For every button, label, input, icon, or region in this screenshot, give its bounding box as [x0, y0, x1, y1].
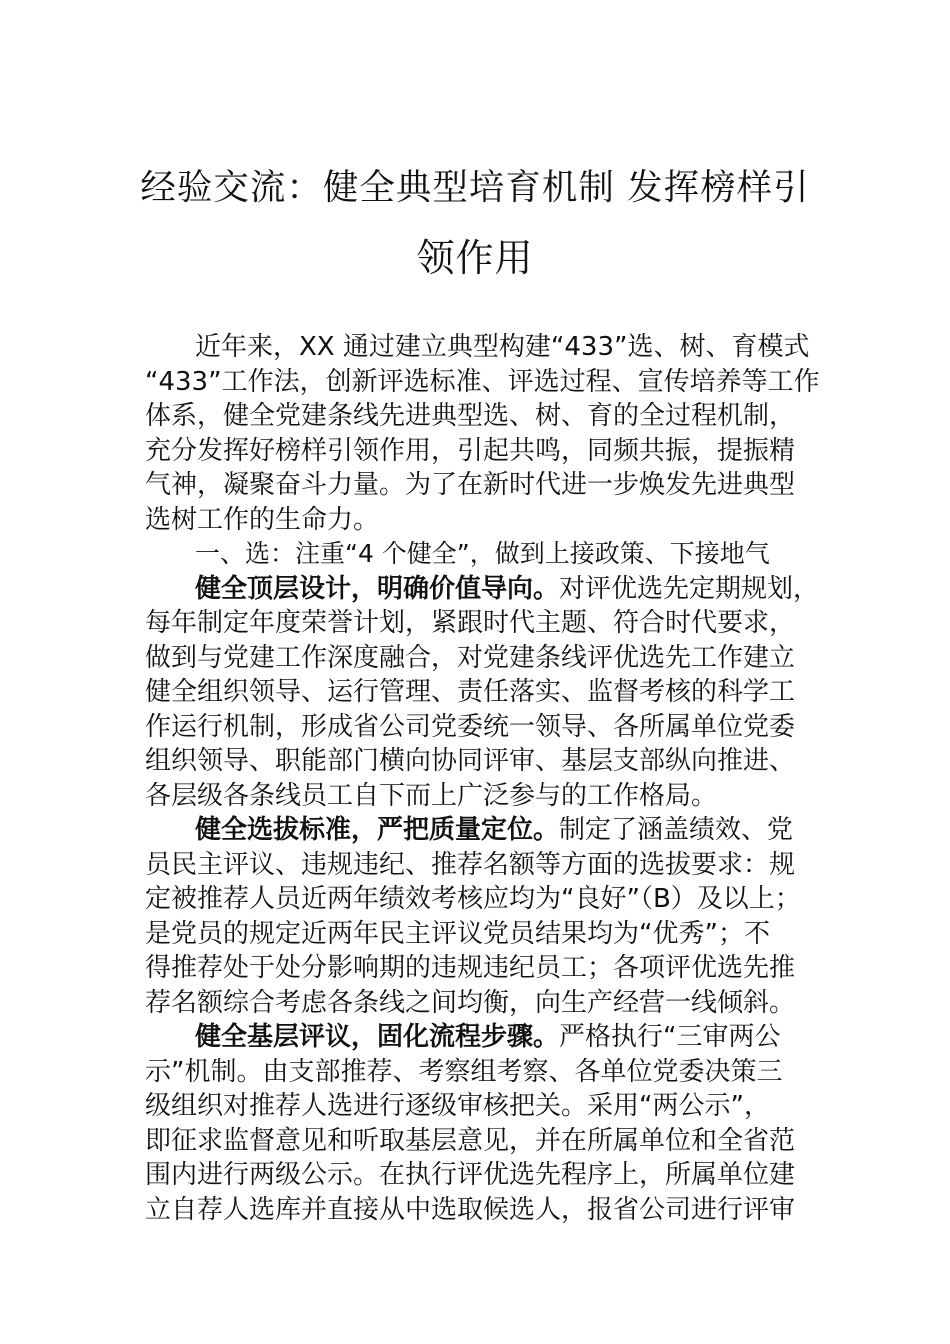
body-line: 作运行机制，形成省公司党委统一领导、各所属单位党委	[145, 711, 796, 742]
body-line: 健全基层评议，固化流程步骤。严格执行“三审两公	[195, 1022, 781, 1052]
body-line: 选树工作的生命力。	[145, 504, 380, 535]
body-line: 体系，健全党建条线先进典型选、树、育的全过程机制，	[145, 401, 796, 431]
body-line: 示”机制。由支部推荐、考察组考察、各单位党委决策三	[145, 1056, 783, 1087]
body-line: 气神，凝聚奋斗力量。为了在新时代进一步焕发先进典型	[145, 470, 796, 500]
body-line: 是党员的规定近两年民主评议党员结果均为“优秀”；不	[145, 918, 770, 949]
document-body	[145, 330, 835, 1227]
body-line: 即征求监督意见和听取基层意见，并在所属单位和全省范	[145, 1125, 796, 1156]
body-line: 员民主评议、违规违纪、推荐名额等方面的选拔要求：规	[145, 849, 796, 880]
body-line: “433”工作法，创新评选标准、评选过程、宣传培养等工作	[145, 366, 820, 397]
paragraph-lead: 健全基层评议，固化流程步骤。	[195, 1022, 560, 1052]
body-line: 近年来，XX 通过建立典型构建“433”选、树、育模式	[195, 332, 810, 362]
body-line: 健全组织领导、运行管理、责任落实、监督考核的科学工	[145, 677, 796, 707]
body-line: 做到与党建工作深度融合，对党建条线评优选先工作建立	[145, 642, 796, 673]
paragraph-lead: 健全顶层设计，明确价值导向。	[195, 573, 560, 604]
body-line: 级组织对推荐人选进行逐级审核把关。采用“两公示”，	[145, 1091, 770, 1121]
section-heading: 一、选：注重“4 个健全”，做到上接政策、下接地气	[195, 539, 770, 568]
document-title-line-1: 经验交流：健全典型培育机制 发挥榜样引	[140, 167, 810, 208]
document-title-line-2: 领作用	[416, 236, 534, 280]
body-line: 组织领导、职能部门横向协同评审、基层支部纵向推进、	[145, 746, 796, 776]
body-line: 每年制定年度荣誉计划，紧跟时代主题、符合时代要求，	[145, 608, 796, 638]
body-line: 围内进行两级公示。在执行评优选先程序上，所属单位建	[145, 1160, 796, 1190]
body-line: 各层级各条线员工自下而上广泛参与的工作格局。	[145, 780, 718, 811]
body-line: 定被推荐人员近两年绩效考核应均为“良好”（B）及以上；	[145, 884, 801, 914]
body-line: 得推荐处于处分影响期的违规违纪员工；各项评优选先推	[145, 953, 796, 983]
body-line: 荐名额综合考虑各条线之间均衡，向生产经营一线倾斜。	[145, 987, 796, 1018]
body-line: 立自荐人选库并直接从中选取候选人，报省公司进行评审	[145, 1194, 796, 1225]
body-line: 健全选拔标准，严把质量定位。制定了涵盖绩效、党	[195, 815, 794, 845]
paragraph-lead: 健全选拔标准，严把质量定位。	[195, 815, 560, 845]
body-line: 健全顶层设计，明确价值导向。对评优选先定期规划，	[195, 573, 820, 604]
body-line: 充分发挥好榜样引领作用，引起共鸣，同频共振，提振精	[145, 435, 796, 466]
